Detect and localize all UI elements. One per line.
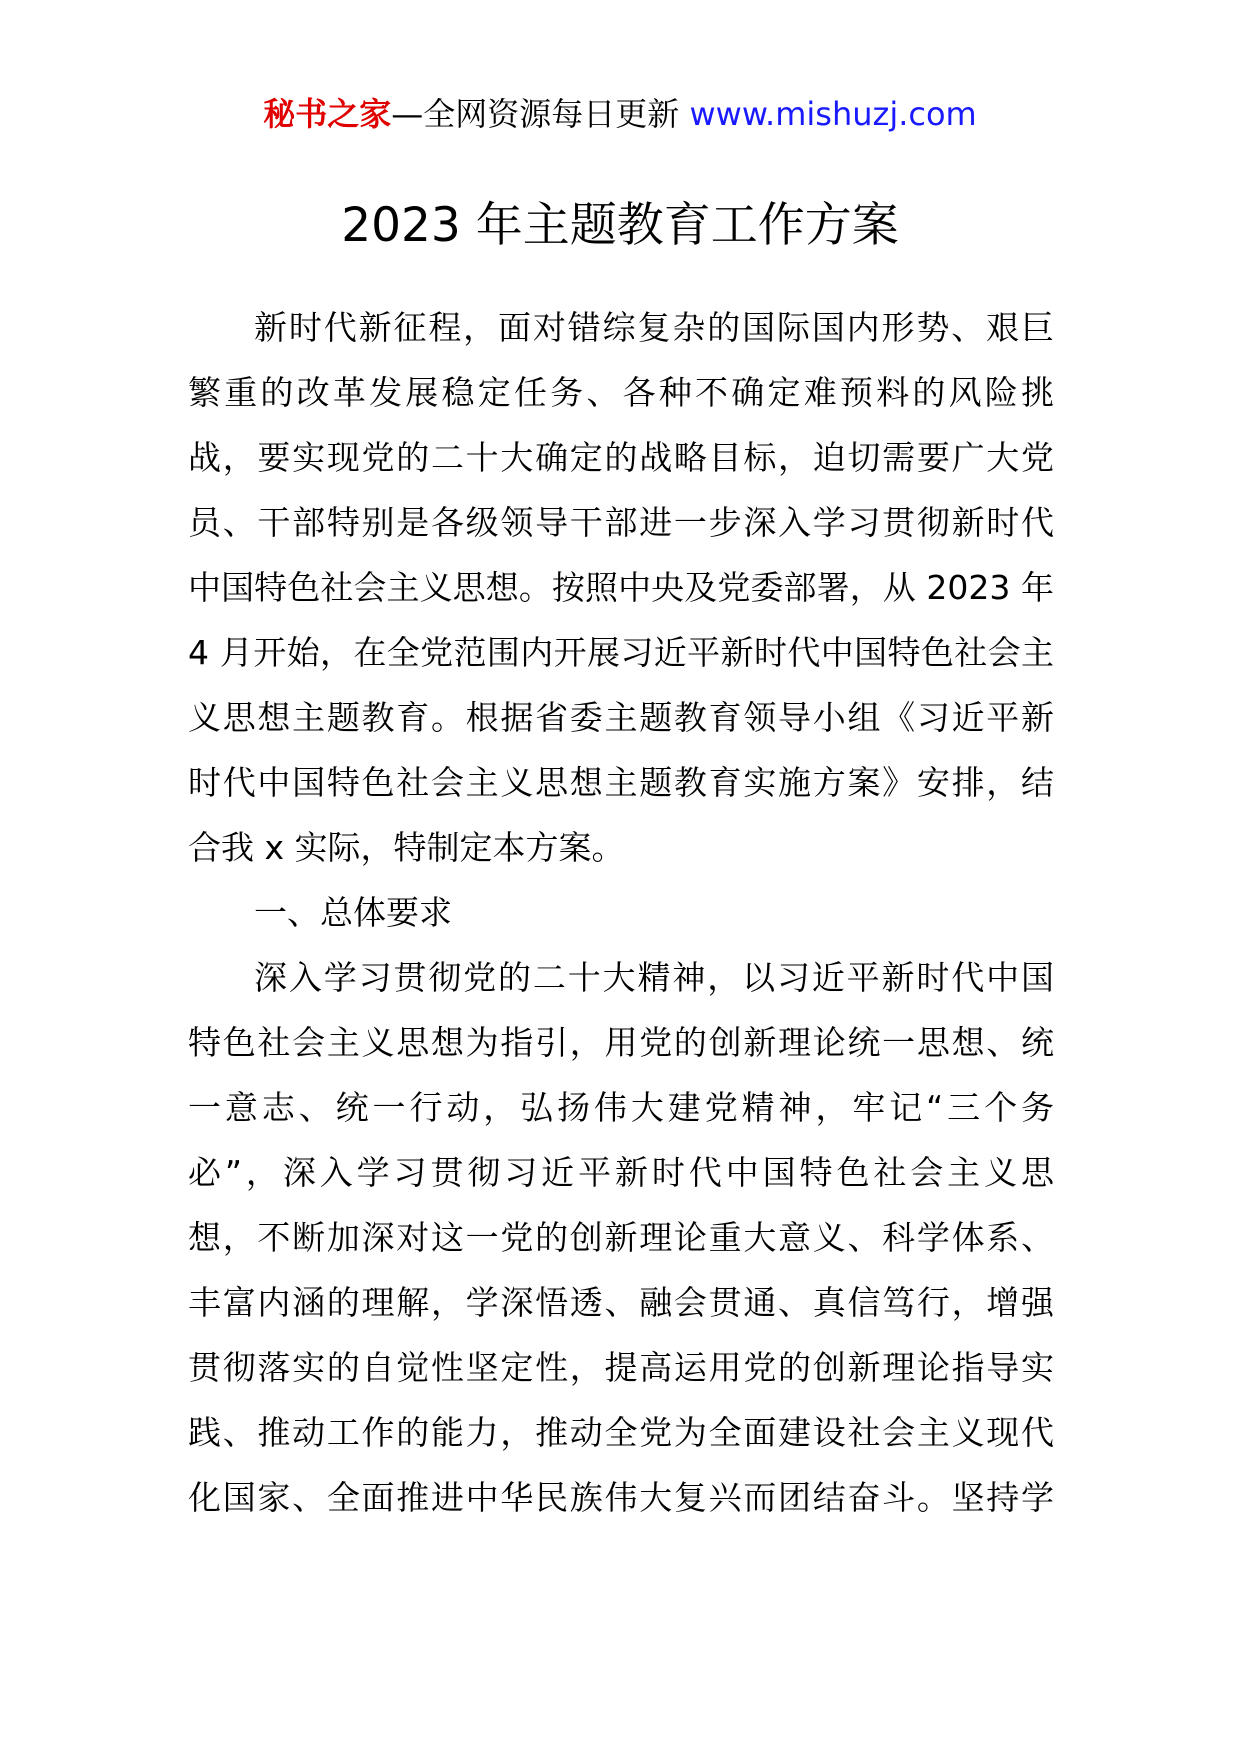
body-line: 战，要实现党的二十大确定的战略目标，迫切需要广大党 <box>188 438 1054 477</box>
site-header <box>0 94 1240 134</box>
body-line: 一意志、统一行动，弘扬伟大建党精神，牢记“三个务 <box>188 1088 1054 1127</box>
body-line: 义思想主题教育。根据省委主题教育领导小组《习近平新 <box>188 698 1054 737</box>
site-tagline: —全网资源每日更新 <box>391 95 680 133</box>
body-line: 员、干部特别是各级领导干部进一步深入学习贯彻新时代 <box>188 503 1054 542</box>
body-line: 深入学习贯彻党的二十大精神，以习近平新时代中国 <box>254 958 1054 997</box>
site-brand: 秘书之家 <box>263 95 392 133</box>
body-line: 想，不断加深对这一党的创新理论重大意义、科学体系、 <box>188 1218 1054 1257</box>
body-line: 时代中国特色社会主义思想主题教育实施方案》安排，结 <box>188 763 1054 802</box>
body-line: 化国家、全面推进中华民族伟大复兴而团结奋斗。坚持学 <box>188 1478 1054 1517</box>
body-line: 新时代新征程，面对错综复杂的国际国内形势、艰巨 <box>254 308 1054 347</box>
body-line: 合我 x 实际，特制定本方案。 <box>188 828 625 867</box>
body-line: 必”，深入学习贯彻习近平新时代中国特色社会主义思 <box>188 1153 1054 1192</box>
body-line: 贯彻落实的自觉性坚定性，提高运用党的创新理论指导实 <box>188 1348 1054 1387</box>
body-line: 中国特色社会主义思想。按照中央及党委部署，从 2023 年 <box>188 568 1054 607</box>
document-title: 2023 年主题教育工作方案 <box>341 198 899 253</box>
body-line: 4 月开始，在全党范围内开展习近平新时代中国特色社会主 <box>188 633 1054 672</box>
document-body <box>188 295 1054 1530</box>
body-line: 丰富内涵的理解，学深悟透、融会贯通、真信笃行，增强 <box>188 1283 1054 1322</box>
site-url-link[interactable]: www.mishuzj.com <box>689 95 977 133</box>
body-line: 繁重的改革发展稳定任务、各种不确定难预料的风险挑 <box>188 373 1054 412</box>
body-line: 践、推动工作的能力，推动全党为全面建设社会主义现代 <box>188 1413 1054 1452</box>
body-line: 特色社会主义思想为指引，用党的创新理论统一思想、统 <box>188 1023 1054 1062</box>
section-heading: 一、总体要求 <box>254 893 452 932</box>
